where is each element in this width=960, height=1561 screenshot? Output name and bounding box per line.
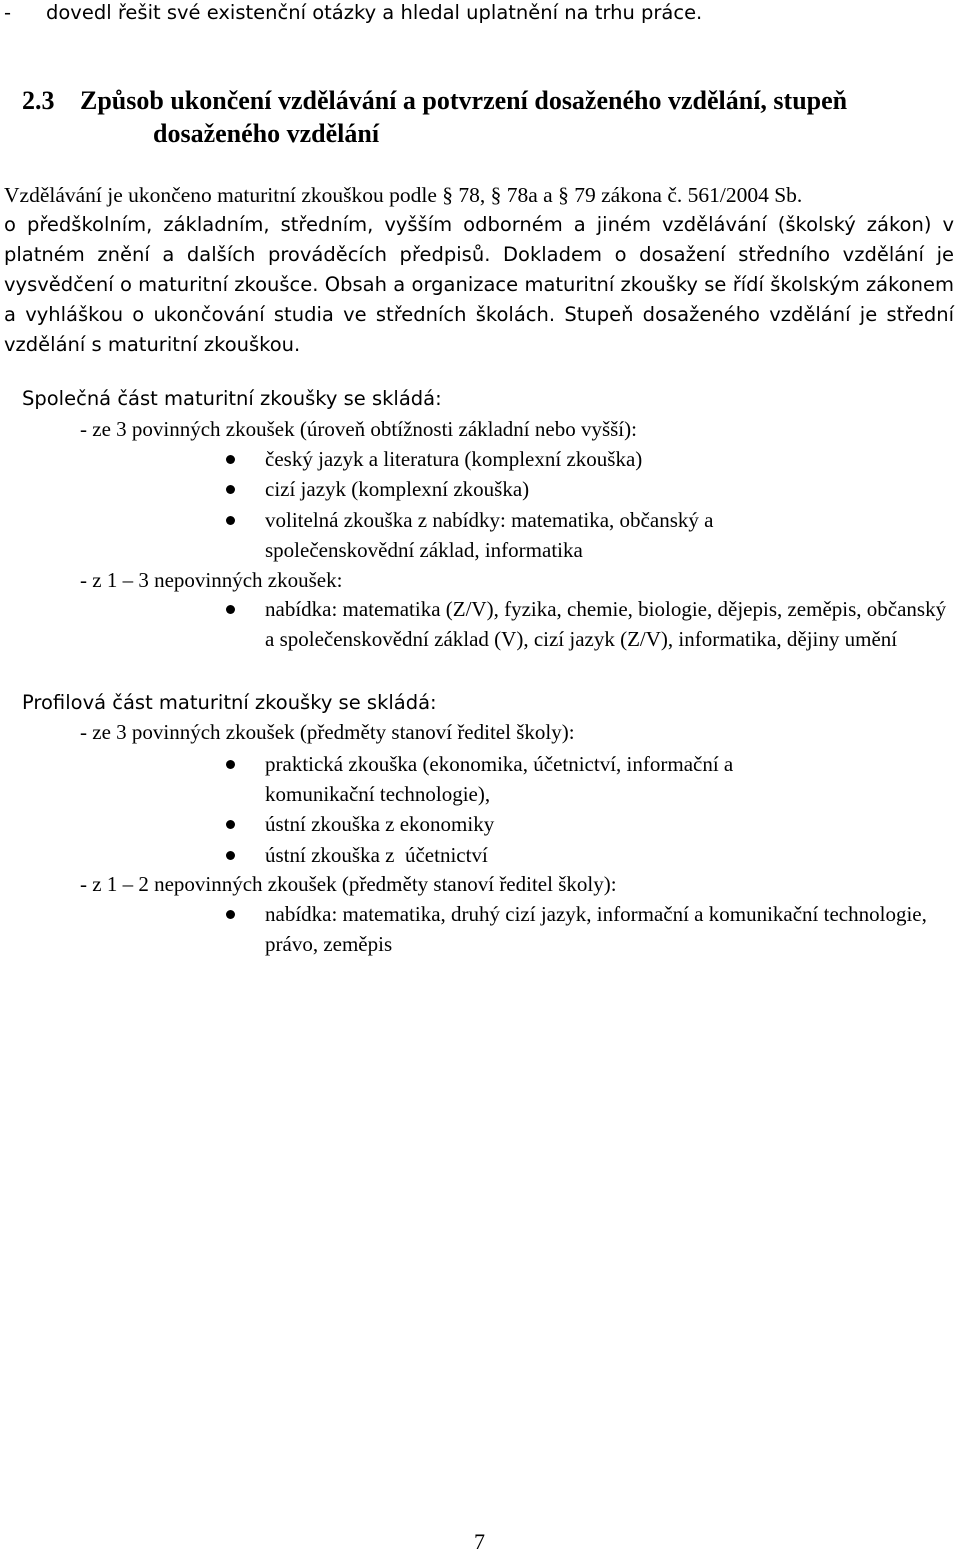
section-number: 2.3: [22, 86, 55, 115]
common-mandatory-item-3: volitelná zkouška z nabídky: matematika, občanský a společenskovědní základ, informatika: [265, 508, 714, 562]
common-mandatory-item-2: cizí jazyk (komplexní zkouška): [265, 477, 530, 501]
paragraph-rest: o předškolním, základním, středním, vyšším odborném a jiném vzdělávání (školský zákon) v platném znění a dalších prováděcích předpisů. Dokladem o dosažení středního vzdělání je vysvědčení o maturitní zkoušce.: [4, 213, 954, 296]
bullet-icon: [226, 851, 235, 860]
bullet-icon: [226, 760, 235, 769]
profile-mandatory-item-3: ústní zkouška z účetnictví: [265, 843, 488, 867]
section-title-line2: dosaženého vzdělání: [153, 119, 380, 148]
section-title-line1: Způsob ukončení vzdělávání a potvrzení dosaženého vzdělání, stupeň: [80, 86, 848, 115]
intro-line: dovedl řešit své existenční otázky a hledal uplatnění na trhu práce.: [46, 1, 703, 24]
bullet-icon: [226, 485, 235, 494]
profile-optional-label: - z 1 – 2 nepovinných zkoušek (předměty stanoví ředitel školy):: [80, 872, 617, 896]
profile-mandatory-item-1: praktická zkouška (ekonomika, účetnictví, informační a komunikační technologie),: [265, 752, 734, 806]
paragraph-lead: Vzdělávání je ukončeno maturitní zkouškou podle § 78, § 78a a § 79 zákona č. 561/2004 Sb.: [4, 183, 803, 207]
bullet-icon: [226, 605, 235, 614]
profile-mandatory-item-2: ústní zkouška z ekonomiky: [265, 812, 495, 836]
bullet-icon: [226, 820, 235, 829]
intro-dash: -: [4, 1, 12, 24]
paragraph-body: [4, 210, 954, 360]
bullet-icon: [226, 910, 235, 919]
bullet-icon: [226, 455, 235, 464]
common-optional-item-1: nabídka: matematika (Z/V), fyzika, chemie, biologie, dějepis, zeměpis, občanský a společenskovědní základ (V), cizí jazyk (Z/V), informatika, dějiny umění: [265, 597, 947, 651]
profile-mandatory-label: - ze 3 povinných zkoušek (předměty stanoví ředitel školy):: [80, 720, 575, 744]
common-mandatory-item-1: český jazyk a literatura (komplexní zkouška): [265, 447, 643, 471]
profile-optional-item-1: nabídka: matematika, druhý cizí jazyk, informační a komunikační technologie, právo, zeměpis: [265, 902, 927, 956]
common-mandatory-label: - ze 3 povinných zkoušek (úroveň obtížnosti základní nebo vyšší):: [80, 417, 637, 441]
bullet-icon: [226, 516, 235, 525]
profile-part-heading: Profilová část maturitní zkoušky se skládá:: [22, 691, 437, 714]
page-number: 7: [474, 1529, 485, 1554]
common-optional-label: - z 1 – 3 nepovinných zkoušek:: [80, 568, 343, 592]
common-part-heading: Společná část maturitní zkoušky se skládá:: [22, 387, 442, 410]
paragraph-tail: Obsah a organizace maturitní zkoušky se řídí školským zákonem a vyhláškou o ukončování studia ve středních školách. Stupeň dosaženého vzdělání je střední vzdělání s maturitní zkouškou.: [4, 273, 955, 356]
